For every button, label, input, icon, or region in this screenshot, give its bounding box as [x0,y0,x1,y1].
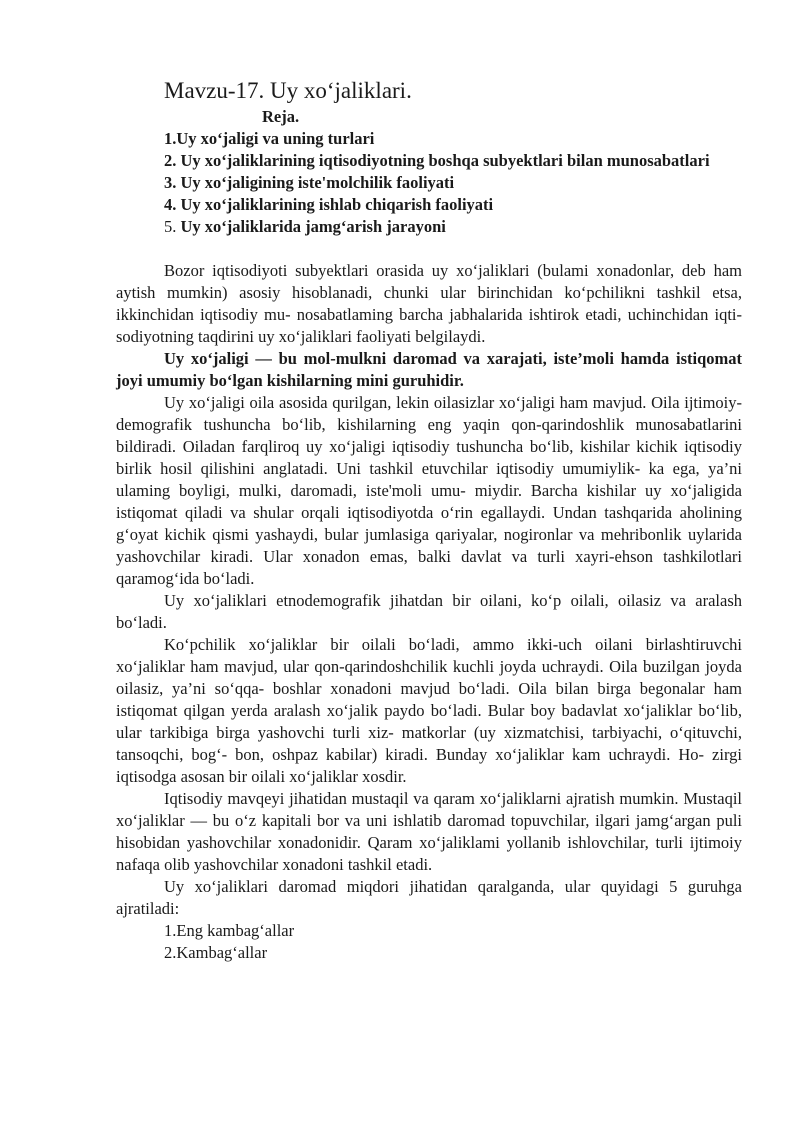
group-list-item: 1.Eng kambag‘allar [164,921,295,940]
plan-item-1: 1.Uy xo‘jaligi va uning turlari [164,129,375,148]
plan-item-5: 5. Uy xo‘jaliklarida jamg‘arish jarayoni [164,217,446,236]
spacer [116,238,742,260]
paragraph: Bozor iqtisodiyoti subyektlari orasida uy xo‘jaliklari (bulami xonadonlar, deb ham aytish mumkin) asosiy hisoblanadi, chunki ular birinchidan ko‘pchilikni tashkil etsa, ikkinchidan iqtisodiy mu- nosabatlaming barcha jabhalarida ishtirok etadi, uchinchidan iqti- sodiyotning taqdirini uy xo‘jaliklari faoliyati belgilaydi. [116,261,742,346]
plan-heading: Reja. [262,107,300,126]
plan-item-2: 2. Uy xo‘jaliklarining iqtisodiyotning boshqa subyektlari bilan munosabatlari [164,151,710,170]
paragraph: Uy xo‘jaligi oila asosida qurilgan, lekin oilasizlar xo‘jaligi ham mavjud. Oila ijtimoiy-demografik tushuncha bo‘lib, kishilarning eng yaqin qon-qarindoshlik munosabatlarini bildiradi. Oiladan farqliroq uy xo‘jaligi iqtisodiy tushuncha bo‘lib, kishilar kichik iqtisodiy birlik hosil qilishini anglatadi. Uni tashkil etuvchilar iqtisodiy umumiylik- ka ega, ya’ni ulaming boyligi, mulki, daromadi, iste'moli umu- miydir. Barcha kishilar uy xo‘jaligida istiqomat qiladi va shular orqali iqtisodiyotda o‘rin egallaydi. Undan tashqarida aholining g‘oyat kichik qismi yashaydi, bular jumlasiga qariyalar, nogironlar va mehribonlik uylarida yashovchilar kiradi. Ular xonadon emas, balki davlat va turli xayri-ehson tashkilotlari qaramog‘ida bo‘ladi. [116,393,742,588]
paragraph: Uy xo‘jaliklari etnodemografik jihatdan bir oilani, ko‘p oilali, oilasiz va aralash bo‘ladi. [116,591,742,632]
paragraph: Iqtisodiy mavqeyi jihatidan mustaqil va qaram xo‘jaliklarni ajratish mumkin. Mustaqil xo‘jaliklar — bu o‘z kapitali bor va uni ishlatib daromad topuvchilar, ilgari jamg‘argan puli hisobidan yashovchilar xonadonidir. Qaram xo‘jaliklami yollanib ishlovchilar, turli ijtimoiy nafaqa olib yashovchilar xonadoni tashkil etadi. [116,789,742,874]
page-title: Mavzu-17. Uy xo‘jaliklari. [164,78,412,103]
paragraph: Uy xo‘jaliklari daromad miqdori jihatidan qaralganda, ular quyidagi 5 guruhga ajratiladi: [116,877,742,918]
paragraph: Ko‘pchilik xo‘jaliklar bir oilali bo‘ladi, ammo ikki-uch oilani birlashtiruvchi xo‘jaliklar ham mavjud, ular qon-qarindoshchilik kuchli joyda uchraydi. Oila buzilgan joyda oilasiz, ya’ni so‘qqa- boshlar xonadoni mavjud bo‘ladi. Oila bilan birga begonalar ham istiqomat qilgan yerda aralash xo‘jalik paydo bo‘ladi. Bular boy badavlat xo‘jaliklar bo‘lib, ular tarkibiga birga yashovchi turli xiz- matkorlar (uy xizmatchisi, tarbiyachi, o‘qituvchi, tansoqchi, bog‘- bon, oshpaz kabilar) kiradi. Bunday xo‘jaliklar kam uchraydi. Ho- zirgi iqtisodga asosan bir oilali xo‘jaliklar xosdir. [116,635,742,786]
plan-item-4: 4. Uy xo‘jaliklarining ishlab chiqarish faoliyati [164,195,494,214]
group-list-item: 2.Kambag‘allar [164,943,268,962]
plan-item-3: 3. Uy xo‘jaligining iste'molchilik faoliyati [164,173,455,192]
definition-paragraph: Uy xo‘jaligi — bu mol-mulkni daromad va xarajati, iste’moli hamda istiqomat joyi umumiy bo‘lgan kishilarning mini guruhidir. [116,349,742,390]
